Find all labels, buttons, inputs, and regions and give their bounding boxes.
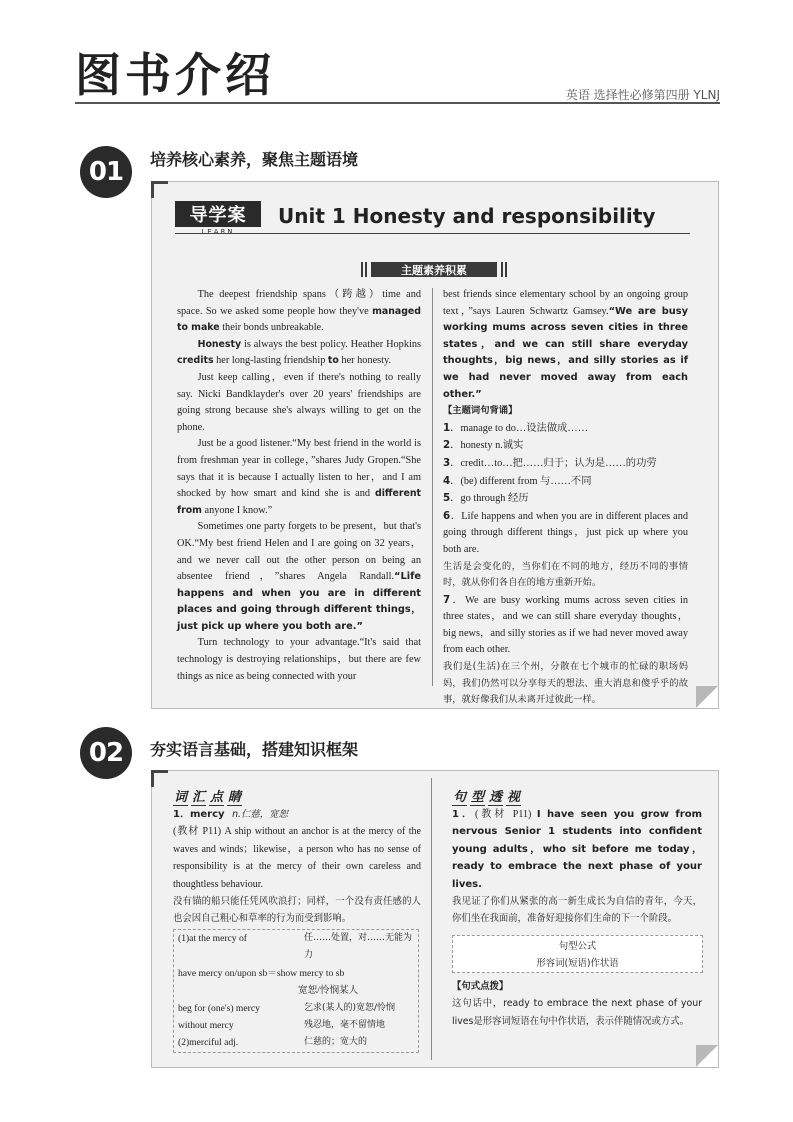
phrase-item: 2．honesty n.诚实 [443,439,524,452]
phrase-item: 1．manage to do…设法做成…… [443,421,589,434]
vocab-translation: 没有锚的船只能任凭风吹浪打；同样，一个没有责任感的人也会因自己粗心和草率的行为而受到影响。 [173,896,421,925]
paragraph: best friends since elementary school by an ongoing group text，”says Lauren Schwartz Gamsey.“We are busy working mums across seven cities in three states，and we can still share everyday thoughts，big news，and silly stories as if we had never moved away from each other.” [443,289,688,400]
paragraph: Just keep calling，even if there's nothing to really say. Nicki Bandklayder's over 20 years' friendships are going strong because she's always willing to get on the phone. [177,371,421,433]
tip-body [452,978,702,1030]
translation: 生活是会变化的，当你们在不同的地方，经历不同的事情时，就从你们各自在的地方重新开始。 [443,560,688,589]
paragraph: Just be a good listener.“My best friend in the world is from freshman year in college，”shares Judy Gropen.“She says that it is because I actually listen to her，and I am shocked by how smart and kind she is and different from anyone I know.” [177,438,421,516]
unit-title: Unit 1 Honesty and responsibility [278,204,656,228]
page-fold-icon [696,1045,718,1067]
translation: 我们是(生活)在三个州，分散在七个城市的忙碌的职场妈妈，我们仍然可以分享每天的想法、重大消息和傻乎乎的故事，就好像我们从未离开过彼此一样。 [443,661,688,706]
tip-text: 这句话中，ready to embrace the next phase of your lives是形容词短语在句中作状语，表示伴随情况或方式。 [452,998,702,1027]
page-logo: 图书介绍 [75,48,275,102]
theme-tag: 主题素养积累 [371,262,497,277]
table-row: without mercy 残忍地，毫不留情地 [178,1020,386,1032]
paragraph: Turn technology to your advantage.“It's said that technology is destroying relationships，but there are few things as nice as being connected with your [177,637,421,682]
phrase-item: 7．We are busy working mums across seven cities in three states，and we can still share everyday thoughts，big news，and silly stories as if we had never moved away from each other. [443,593,688,656]
learn-badge: 导学案 [175,201,261,227]
phrases-title: 【主题词句背诵】 [443,405,518,417]
column-divider [431,778,432,1060]
vocab-headword: 1．mercy n.仁慈，宽恕 [173,809,288,820]
formula-body: 形容词(短语)作状语 [536,958,619,969]
phrase-item: 4．(be) different from 与……不同 [443,474,592,487]
corner-mark [151,181,168,198]
formula-box [452,935,703,973]
tip-title: 【句式点拨】 [452,981,509,992]
phrase-item: 3．credit…to…把……归于；认为是……的功劳 [443,456,657,469]
vocab-table [173,929,419,1053]
sentence-body [452,806,702,928]
column-divider [432,288,433,686]
unit-rule [175,233,690,234]
sentence-tag: 句 型 透 视 [453,790,521,805]
learn-badge-sub: LEARN [201,228,235,236]
corner-mark [151,770,168,787]
section-title-02: 夯实语言基础，搭建知识框架 [150,740,359,759]
section-number-02: 02 [80,727,132,779]
passage-right-column [443,287,688,709]
vocab-body [173,806,421,928]
page-fold-icon [696,686,718,708]
section-title-01: 培养核心素养，聚焦主题语境 [150,150,359,169]
paragraph: Honesty is always the best policy. Heather Hopkins credits her long-lasting friendship to her honesty. [177,338,421,367]
phrase-item: 5．go through 经历 [443,492,529,505]
table-row: (1)at the mercy of 任……处置，对……无能为力 [178,933,413,961]
sentence-translation: 我见证了你们从紧张的高一新生成长为自信的青年，今天，你们坐在我面前，准备好迎接你们生命的下一个阶段。 [452,896,702,925]
table-row: have mercy on/upon sb＝show mercy to sb 宽恕/怜悯某人 [178,967,359,997]
passage-left-column [177,287,421,685]
formula-title: 句型公式 [558,941,597,952]
sentence-example: 1．(教材 P11) I have seen you grow from nervous Senior 1 students into confident young adults，who sit before me today，ready to embrace the next phase of your lives. [452,809,703,890]
paragraph: Sometimes one party forgets to be present，but that's OK.“My best friend Helen and I are going on 32 years，and we never call out the other person on being an absentee friend，”shares Angela Randall.“Life happens and when you are in different places and going through different things，just pick up where you both are.” [177,521,421,632]
vocab-tag: 词 汇 点 睛 [174,790,242,805]
paragraph: The deepest friendship spans（跨越）time and space. So we asked some people how they've managed to make their bonds unbreakable. [177,289,421,334]
section-number-01: 01 [80,146,132,198]
table-row: (2)merciful adj. 仁慈的；宽大的 [178,1037,368,1049]
phrase-item: 6．Life happens and when you are in different places and going through different things，just pick up where you both are. [443,509,689,555]
table-row: beg for (one's) mercy 乞求(某人的)宽恕/怜悯 [178,1002,396,1014]
vocab-sentence: (教材 P11) A ship without an anchor is at the mercy of the waves and winds；likewise，a person who has no sense of responsibility is at the mercy of their own careless and thoughtless behaviour. [173,826,421,890]
book-title: 英语 选择性必修第四册 YLNJ [565,88,720,102]
